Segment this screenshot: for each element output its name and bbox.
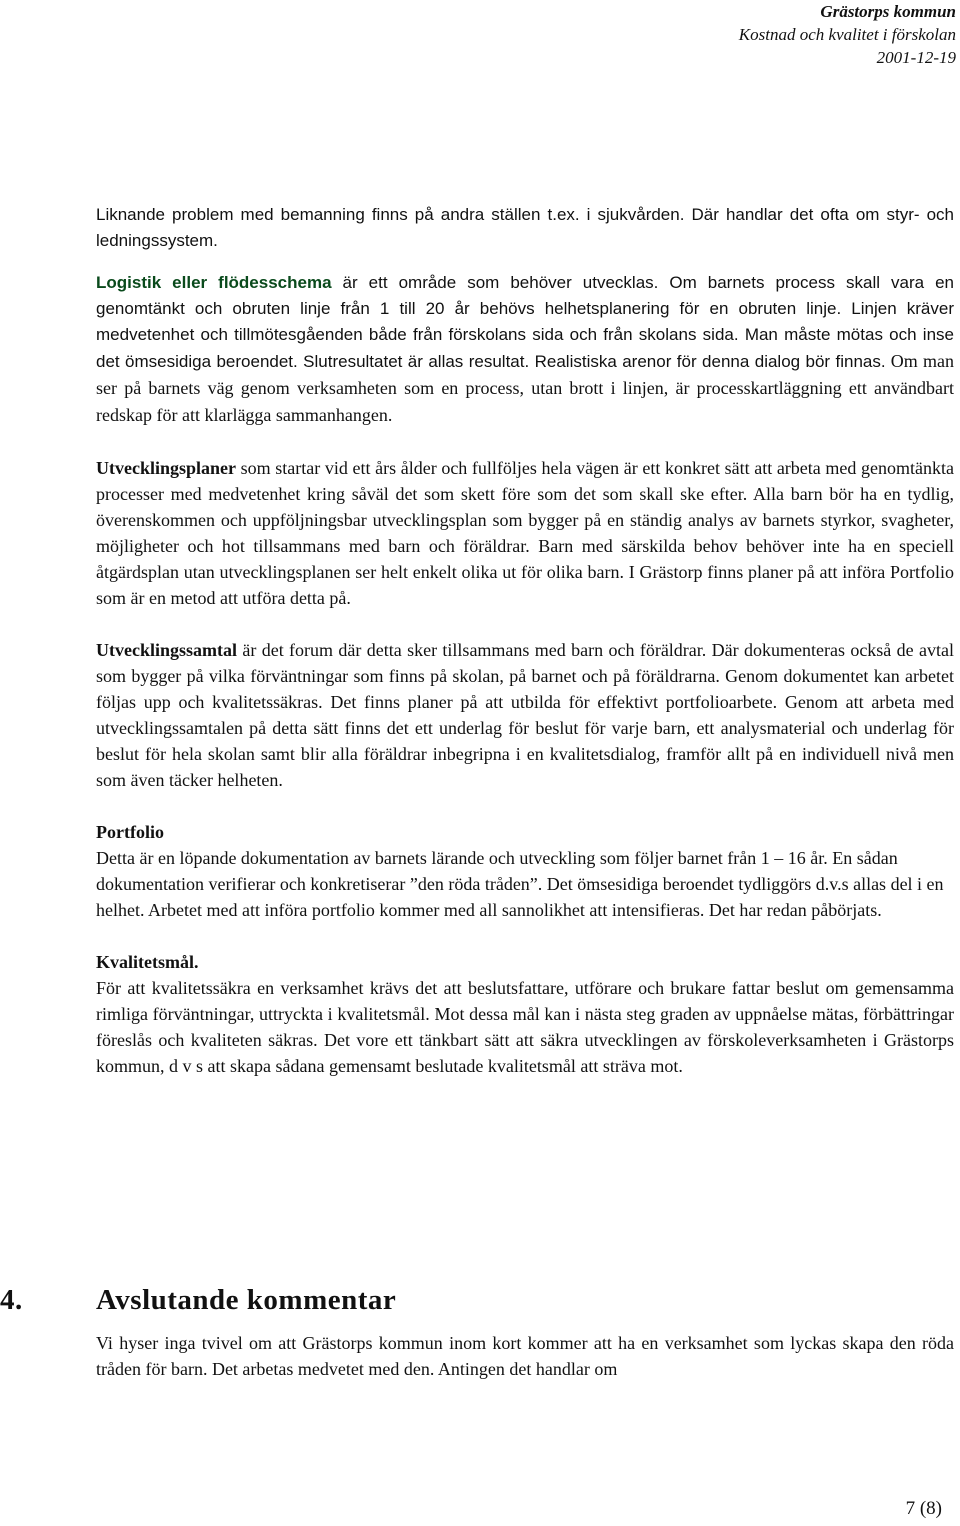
paragraph-logistik-text: är ett område som behöver utvecklas. Om barnets process skall vara en genomtänkt och obruten linje från 1 till 20 år behövs helhetsplanering för en obruten linje. Linjen kräver medvetenhet och tillmötesgåenden både från förskolans sida och från skolans sida. Man måste mötas och inse det ömsesidiga beroendet. Slutresultatet är allas resultat. Realistiska arenor för denna dialog bör finnas. [96, 273, 955, 371]
portfolio-heading-text: Portfolio [96, 822, 164, 842]
header-organization: Grästorps kommun [820, 2, 956, 21]
kvalitetsmal-heading-text: Kvalitetsmål. [96, 952, 199, 972]
paragraph-logistik-text-2: Om man ser på barnets väg genom verksamheten som en process, utan brott i linjen, är processkartläggning ett användbart redskap för att klarlägga sammanhangen. [96, 351, 954, 425]
header-subtitle: Kostnad och kvalitet i förskolan [738, 25, 956, 44]
paragraph-utvecklingsplaner-text: som startar vid ett års ålder och fullföljes hela vägen är ett konkret sätt att arbeta med genomtänkta processer med medvetenhet kring såväl det som skett före som det som skall ske efter. Alla barn bör ha en tydlig, överenskommen och uppföljningsbar utvecklingsplan som bygger på en ständig analys av barnets styrkor, svagheter, möjligheter och hot tillsammans med barn och föräldrar. Barn med särskilda behov behöver inte ha en speciell åtgärdsplan utan utvecklingsplanen ser helt enkelt olika ut för olika barn. I Grästorp finns planer på att införa Portfolio som är en metod att utföra detta på. [96, 458, 954, 608]
section-4-heading [0, 1284, 960, 1317]
paragraph-avslutande: Vi hyser inga tvivel om att Grästorps kommun inom kort kommer att ha en verksamhet som lyckas skapa den röda tråden för barn. Det arbetas medvetet med den. Antingen det handlar om [96, 1333, 954, 1379]
portfolio-heading [96, 819, 954, 845]
page-header [739, 0, 956, 69]
section-number: 4. [0, 1284, 23, 1316]
paragraph-utvecklingssamtal-text: är det forum där detta sker tillsammans med barn och föräldrar. Där dokumenteras också de avtal som bygger på vilka förväntningar som finns på skolan, på barnet och på föräldrarna. Genom dokumentet kan arbetet följas upp och kvalitetssäkras. Det finns planer på att utbilda för effektivt portfolioarbete. Genom att arbeta med utvecklingssamtalen på detta sätt finns det ett underlag för beslut för varje barn, ett analysmaterial och underlag för beslut för hela skolan samt blir alla föräldrar inbegripna i en kvalitetsdialog, framför allt på en individuell nivå men som även täcker helheten. [96, 640, 954, 790]
document-body [96, 202, 954, 1079]
kvalitetsmal-heading [96, 949, 954, 975]
section-4-body [96, 1330, 954, 1382]
paragraph-utvecklingsplaner [96, 455, 954, 611]
paragraph-portfolio: Detta är en löpande dokumentation av barnets lärande och utveckling som följer barnet från 1 – 16 år. En sådan dokumentation verifierar och konkretiserar ”den röda tråden”. Det ömsesidiga beroendet tydliggörs d.v.s allas del i en helhet. Arbetet med att införa portfolio kommer med all sannolikhet att intensifieras. Det har redan påbörjats. [96, 848, 944, 920]
page-number: 7 (8) [905, 1498, 942, 1519]
paragraph-logistik [96, 270, 954, 429]
paragraph-utvecklingssamtal [96, 637, 954, 793]
header-date: 2001-12-19 [876, 48, 956, 67]
term-logistik: Logistik eller flödesschema [96, 273, 332, 292]
term-utvecklingssamtal: Utvecklingssamtal [96, 640, 237, 660]
paragraph-bemanning: Liknande problem med bemanning finns på andra ställen t.ex. i sjukvården. Där handlar det ofta om styr- och ledningssystem. [96, 205, 954, 250]
paragraph-kvalitetsmal: För att kvalitetssäkra en verksamhet krävs det att beslutsfattare, utförare och brukare fattar beslut om gemensamma rimliga förväntningar, uttryckta i kvalitetsmål. Mot dessa mål kan i nästa steg graden av uppnåelse mätas, förbättringar föreslås och kvaliteten säkras. Det vore ett tänkbart sätt att säkra utvecklingen av förskoleverksamheten i Grästorps kommun, d v s att skapa sådana gemensamt beslutade kvalitetsmål att sträva mot. [96, 978, 954, 1076]
section-title: Avslutande kommentar [96, 1284, 397, 1316]
term-utvecklingsplaner: Utvecklingsplaner [96, 458, 237, 478]
